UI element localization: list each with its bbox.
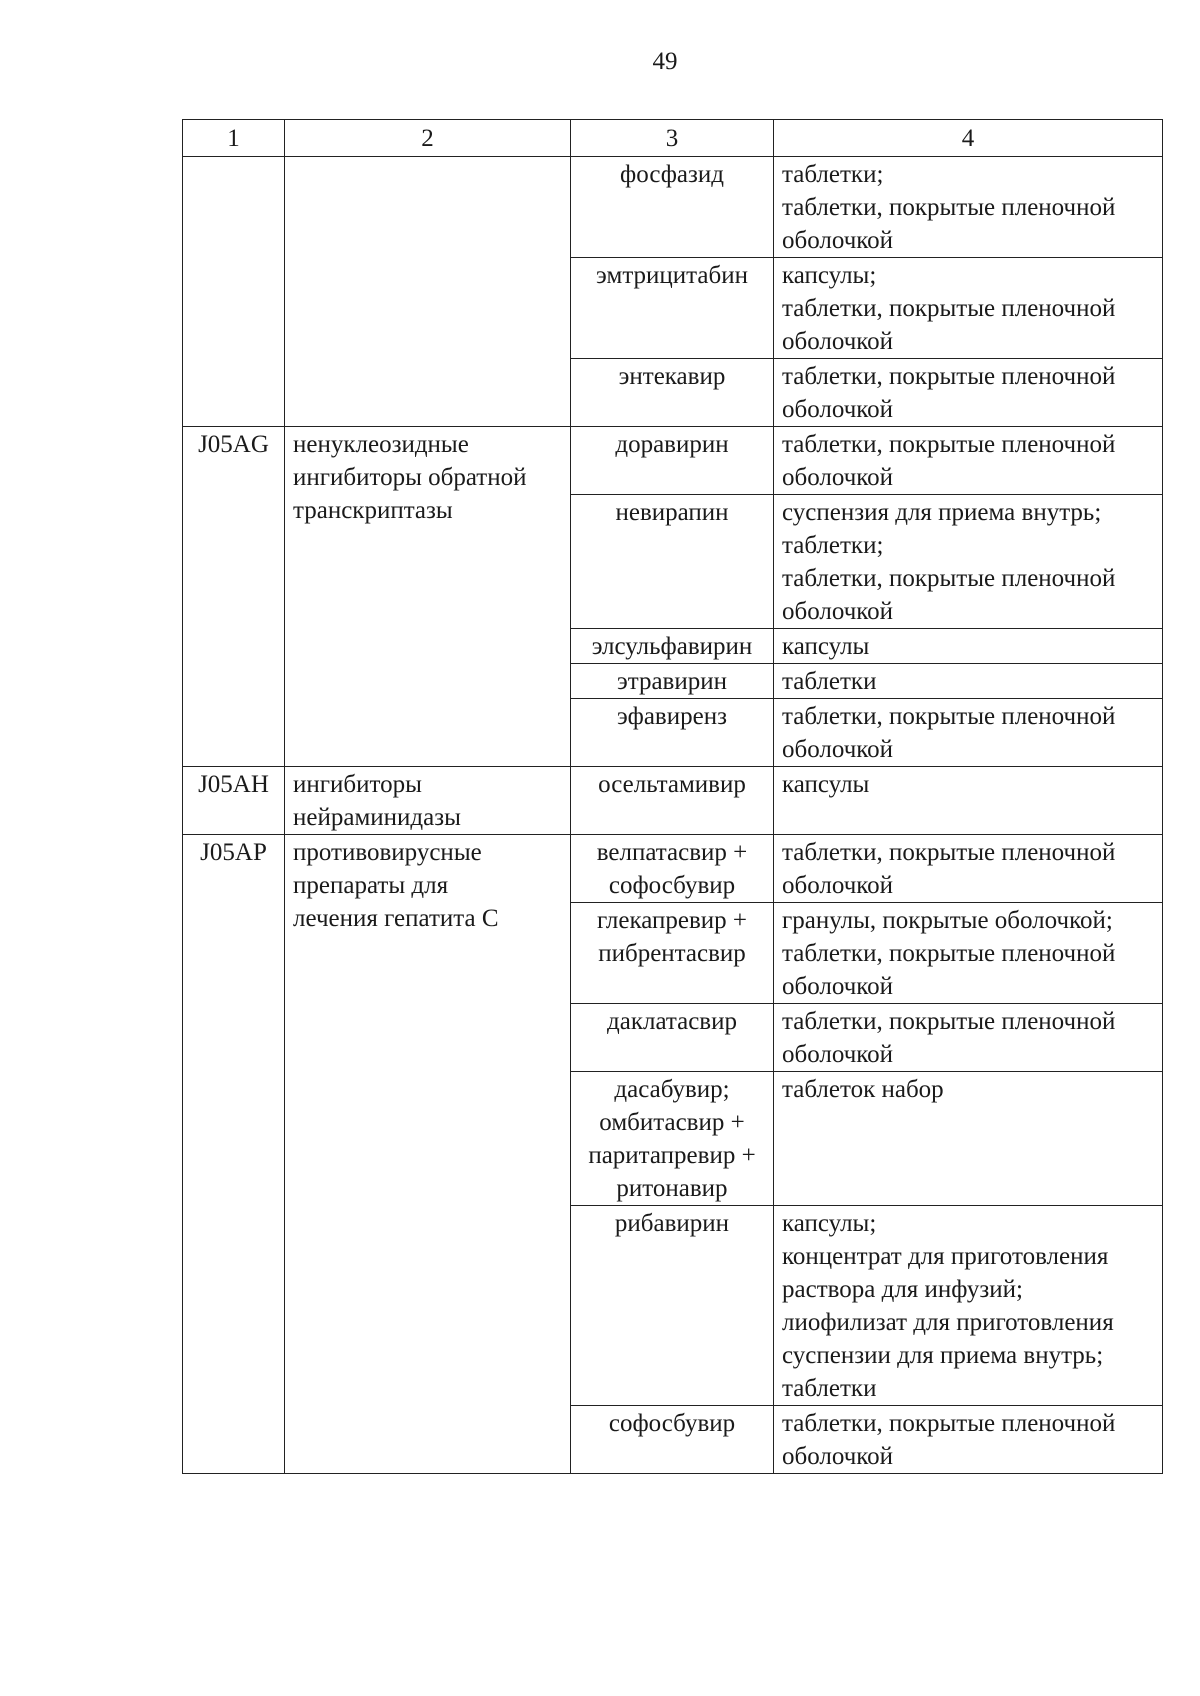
cell-line: капсулы; — [782, 262, 877, 289]
cell-line: таблетки, покрытые пленочной — [782, 1008, 1116, 1035]
cell-line: оболочкой — [782, 464, 894, 491]
atc-code: J05AP — [200, 839, 267, 866]
cell-line: капсулы; — [782, 1210, 877, 1237]
cell-line: препараты для — [293, 872, 449, 899]
drug-name-cell — [571, 1406, 774, 1474]
cell-line: оболочкой — [782, 872, 894, 899]
cell-line: капсулы — [782, 771, 870, 798]
drug-name-cell — [571, 767, 774, 835]
cell-line: транскриптазы — [293, 497, 453, 524]
dosage-form-cell — [774, 359, 1163, 427]
drug-name-cell — [571, 903, 774, 1004]
drug-name-cell — [571, 427, 774, 495]
cell-line: осельтамивир — [598, 771, 746, 798]
column-header: 4 — [774, 120, 1163, 157]
cell-line: таблетки, покрытые пленочной — [782, 565, 1116, 592]
cell-line: оболочкой — [782, 396, 894, 423]
drug-name-cell — [571, 359, 774, 427]
cell-line: нейраминидазы — [293, 804, 461, 831]
dosage-form-cell — [774, 427, 1163, 495]
cell-line: эфавиренз — [617, 703, 727, 730]
cell-line: паритапревир + — [588, 1142, 756, 1169]
cell-line: таблетки, покрытые пленочной — [782, 1410, 1116, 1437]
cell-line: велпатасвир + — [596, 839, 748, 866]
cell-line: таблетки, покрытые пленочной — [782, 839, 1116, 866]
cell-line: таблетки; — [782, 161, 884, 188]
group-name-cell — [285, 427, 571, 767]
atc-code-cell — [183, 835, 285, 1474]
cell-line: дасабувир; — [614, 1076, 730, 1103]
cell-line: невирапин — [615, 499, 729, 526]
cell-line: оболочкой — [782, 973, 894, 1000]
cell-line: таблетки, покрытые пленочной — [782, 431, 1116, 458]
drug-name-cell — [571, 1072, 774, 1206]
cell-line: лиофилизат для приготовления — [782, 1309, 1114, 1336]
drug-name-cell — [571, 258, 774, 359]
atc-code: J05AG — [198, 431, 269, 458]
cell-line: раствора для инфузий; — [782, 1276, 1023, 1303]
cell-line: таблетки; — [782, 532, 884, 559]
cell-line: суспензия для приема внутрь; — [782, 499, 1102, 526]
table-body — [183, 157, 1163, 1474]
cell-line: эмтрицитабин — [595, 262, 748, 289]
dosage-form-cell — [774, 157, 1163, 258]
drug-name-cell — [571, 495, 774, 629]
cell-line: ненуклеозидные — [293, 431, 469, 458]
cell-line: фосфазид — [620, 161, 724, 188]
cell-line: даклатасвир — [607, 1008, 737, 1035]
dosage-form-cell — [774, 1206, 1163, 1406]
cell-line: ингибиторы обратной — [293, 464, 527, 491]
cell-line: пибрентасвир — [598, 940, 746, 967]
dosage-form-cell — [774, 903, 1163, 1004]
dosage-form-cell — [774, 767, 1163, 835]
drug-name-cell — [571, 1206, 774, 1406]
cell-line: элсульфавирин — [591, 633, 753, 660]
page-number: 49 — [652, 48, 678, 75]
cell-line: рибавирин — [614, 1210, 730, 1237]
dosage-form-cell — [774, 1004, 1163, 1072]
table-row — [183, 157, 1163, 258]
cell-line: ингибиторы — [293, 771, 422, 798]
drug-name-cell — [571, 1004, 774, 1072]
dosage-form-cell — [774, 835, 1163, 903]
dosage-form-cell — [774, 1072, 1163, 1206]
atc-code-cell — [183, 427, 285, 767]
group-name-cell — [285, 157, 571, 427]
cell-line: таблеток набор — [782, 1076, 944, 1103]
drug-name-cell — [571, 835, 774, 903]
dosage-form-cell — [774, 699, 1163, 767]
column-header: 2 — [285, 120, 571, 157]
cell-line: оболочкой — [782, 227, 894, 254]
cell-line: суспензии для приема внутрь; — [782, 1342, 1104, 1369]
cell-line: таблетки, покрытые пленочной — [782, 363, 1116, 390]
table-row — [183, 835, 1163, 903]
drug-name-cell — [571, 629, 774, 664]
cell-line: таблетки, покрытые пленочной — [782, 703, 1116, 730]
cell-line: оболочкой — [782, 1443, 894, 1470]
cell-line: оболочкой — [782, 328, 894, 355]
dosage-form-cell — [774, 1406, 1163, 1474]
cell-line: омбитасвир + — [599, 1109, 745, 1136]
cell-line: оболочкой — [782, 598, 894, 625]
dosage-form-cell — [774, 629, 1163, 664]
cell-line: таблетки — [782, 1375, 877, 1402]
cell-line: доравирин — [615, 431, 729, 458]
cell-line: концентрат для приготовления — [782, 1243, 1109, 1270]
cell-line: оболочкой — [782, 736, 894, 763]
atc-code-cell — [183, 157, 285, 427]
cell-line: гранулы, покрытые оболочкой; — [782, 907, 1113, 934]
cell-line: софосбувир — [608, 1410, 736, 1437]
column-header: 3 — [571, 120, 774, 157]
cell-line: оболочкой — [782, 1041, 894, 1068]
drug-name-cell — [571, 699, 774, 767]
cell-line: таблетки, покрытые пленочной — [782, 194, 1116, 221]
column-header: 1 — [183, 120, 285, 157]
cell-line: софосбувир — [608, 872, 736, 899]
drug-name-cell — [571, 157, 774, 258]
cell-line: таблетки, покрытые пленочной — [782, 940, 1116, 967]
cell-line: таблетки, покрытые пленочной — [782, 295, 1116, 322]
dosage-form-cell — [774, 495, 1163, 629]
cell-line: этравирин — [617, 668, 727, 695]
header-row — [183, 120, 1163, 157]
cell-line: лечения гепатита С — [293, 905, 499, 932]
cell-line: таблетки — [782, 668, 877, 695]
cell-line: капсулы — [782, 633, 870, 660]
cell-line: противовирусные — [293, 839, 482, 866]
table-row — [183, 427, 1163, 495]
atc-code-cell — [183, 767, 285, 835]
cell-line: ритонавир — [616, 1175, 728, 1202]
drug-table — [182, 119, 1163, 1474]
group-name-cell — [285, 767, 571, 835]
cell-line: энтекавир — [618, 363, 726, 390]
cell-line: глекапревир + — [596, 907, 748, 934]
dosage-form-cell — [774, 258, 1163, 359]
group-name-cell — [285, 835, 571, 1474]
atc-code: J05AH — [198, 771, 269, 798]
table-row — [183, 767, 1163, 835]
dosage-form-cell — [774, 664, 1163, 699]
drug-name-cell — [571, 664, 774, 699]
